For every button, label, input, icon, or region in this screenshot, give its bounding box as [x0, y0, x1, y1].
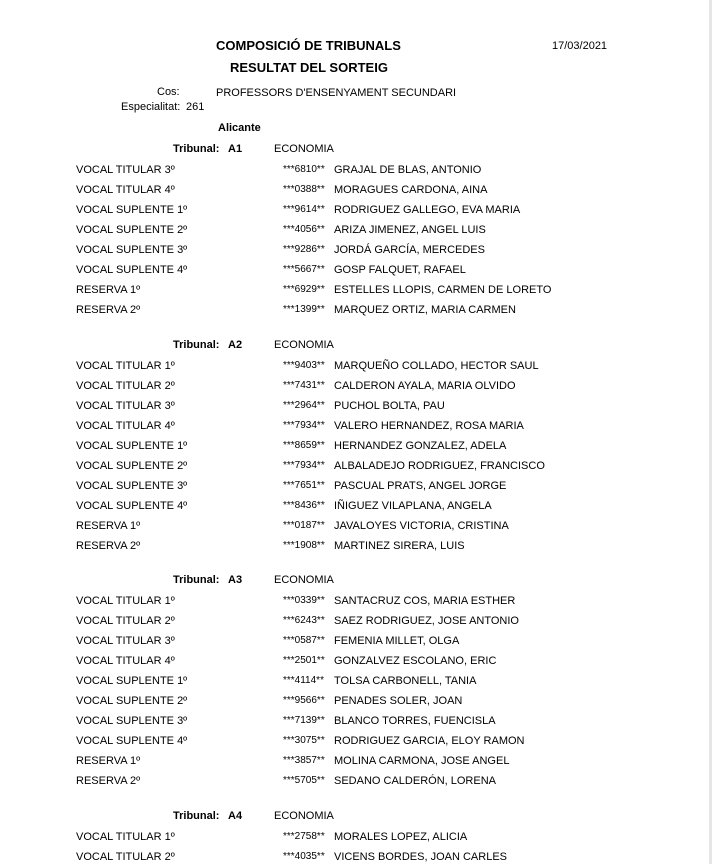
member-role: RESERVA 1º — [76, 284, 141, 296]
member-name: TOLSA CARBONELL, TANIA — [334, 675, 477, 687]
member-id: ***2758** — [283, 831, 325, 842]
member-role: VOCAL TITULAR 3º — [76, 400, 175, 412]
member-role: VOCAL TITULAR 4º — [76, 655, 175, 667]
member-role: VOCAL SUPLENTE 1º — [76, 440, 188, 452]
member-name: RODRIGUEZ GALLEGO, EVA MARIA — [334, 204, 521, 216]
member-name: SEDANO CALDERÓN, LORENA — [334, 775, 496, 787]
member-name: PASCUAL PRATS, ANGEL JORGE — [334, 480, 507, 492]
tribunal-code: A4 — [228, 810, 243, 822]
tribunal-code: A3 — [228, 574, 243, 586]
member-name: MORAGUES CARDONA, AINA — [334, 184, 488, 196]
member-id: ***6810** — [283, 164, 325, 175]
member-role: VOCAL TITULAR 3º — [76, 164, 175, 176]
tribunal-subject: ECONOMIA — [274, 810, 334, 822]
member-id: ***6243** — [283, 615, 325, 626]
tribunal-code: A2 — [228, 339, 243, 351]
tribunal-label: Tribunal: — [173, 810, 220, 822]
member-role: VOCAL TITULAR 1º — [76, 595, 175, 607]
member-id: ***9614** — [283, 204, 325, 215]
member-role: VOCAL SUPLENTE 1º — [76, 204, 188, 216]
member-id: ***4114** — [283, 675, 324, 686]
member-id: ***5667** — [283, 264, 325, 275]
member-name: PUCHOL BOLTA, PAU — [334, 400, 445, 412]
tribunal-subject: ECONOMIA — [274, 574, 334, 586]
member-id: ***8436** — [283, 500, 325, 511]
member-role: VOCAL TITULAR 2º — [76, 615, 175, 627]
member-id: ***7651** — [283, 480, 325, 491]
tribunal-label: Tribunal: — [173, 143, 220, 155]
member-name: VALERO HERNANDEZ, ROSA MARIA — [334, 420, 524, 432]
member-name: JORDÁ GARCÍA, MERCEDES — [334, 244, 485, 256]
document-date: 17/03/2021 — [552, 40, 608, 52]
member-id: ***2964** — [283, 400, 325, 411]
member-name: RODRIGUEZ GARCIA, ELOY RAMON — [334, 735, 525, 747]
member-role: VOCAL SUPLENTE 3º — [76, 715, 188, 727]
member-role: VOCAL SUPLENTE 3º — [76, 480, 188, 492]
member-id: ***7431** — [283, 380, 325, 391]
member-role: VOCAL TITULAR 4º — [76, 420, 175, 432]
member-role: VOCAL SUPLENTE 2º — [76, 224, 188, 236]
member-id: ***0339** — [283, 595, 325, 606]
member-name: ALBALADEJO RODRIGUEZ, FRANCISCO — [334, 460, 545, 472]
document-title: COMPOSICIÓ DE TRIBUNALS — [216, 38, 401, 53]
member-id: ***9286** — [283, 244, 325, 255]
member-role: VOCAL TITULAR 1º — [76, 360, 175, 372]
tribunal-label: Tribunal: — [173, 574, 220, 586]
member-name: IÑIGUEZ VILAPLANA, ANGELA — [334, 500, 492, 512]
member-role: VOCAL TITULAR 1º — [76, 831, 175, 843]
member-id: ***3075** — [283, 735, 325, 746]
member-id: ***3857** — [283, 755, 325, 766]
tribunal-label: Tribunal: — [173, 339, 220, 351]
especialitat-label: Especialitat: — [121, 101, 181, 113]
member-id: ***1399** — [283, 304, 325, 315]
member-name: SANTACRUZ COS, MARIA ESTHER — [334, 595, 516, 607]
member-role: VOCAL SUPLENTE 2º — [76, 695, 188, 707]
member-name: MORALES LOPEZ, ALICIA — [334, 831, 468, 843]
tribunal-code: A1 — [228, 143, 243, 155]
member-id: ***8659** — [283, 440, 325, 451]
cos-value: PROFESSORS D'ENSENYAMENT SECUNDARI — [216, 87, 457, 99]
member-role: RESERVA 1º — [76, 520, 141, 532]
member-id: ***0587** — [283, 635, 325, 646]
member-role: RESERVA 2º — [76, 304, 141, 316]
member-id: ***4035** — [283, 851, 325, 862]
tribunal-subject: ECONOMIA — [274, 339, 334, 351]
document-subtitle: RESULTAT DEL SORTEIG — [230, 60, 388, 75]
member-role: VOCAL TITULAR 2º — [76, 851, 175, 863]
tribunal-subject: ECONOMIA — [274, 143, 334, 155]
member-role: RESERVA 2º — [76, 775, 141, 787]
member-name: ESTELLES LLOPIS, CARMEN DE LORETO — [334, 284, 552, 296]
member-name: GRAJAL DE BLAS, ANTONIO — [334, 164, 482, 176]
member-id: ***5705** — [283, 775, 325, 786]
member-id: ***4056** — [283, 224, 325, 235]
member-id: ***7934** — [283, 420, 325, 431]
member-role: VOCAL SUPLENTE 2º — [76, 460, 188, 472]
member-name: VICENS BORDES, JOAN CARLES — [334, 851, 507, 863]
member-role: VOCAL TITULAR 3º — [76, 635, 175, 647]
member-name: CALDERON AYALA, MARIA OLVIDO — [334, 380, 516, 392]
member-id: ***7139** — [283, 715, 325, 726]
member-role: VOCAL SUPLENTE 4º — [76, 500, 188, 512]
member-id: ***0187** — [283, 520, 325, 531]
member-role: VOCAL TITULAR 2º — [76, 380, 175, 392]
member-id: ***1908** — [283, 540, 325, 551]
member-name: MARQUEÑO COLLADO, HECTOR SAUL — [334, 360, 539, 372]
location-label: Alicante — [218, 122, 261, 134]
member-id: ***6929** — [283, 284, 325, 295]
member-name: ARIZA JIMENEZ, ANGEL LUIS — [334, 224, 486, 236]
member-name: HERNANDEZ GONZALEZ, ADELA — [334, 440, 507, 452]
member-name: PENADES SOLER, JOAN — [334, 695, 463, 707]
member-role: VOCAL SUPLENTE 4º — [76, 735, 188, 747]
member-id: ***9403** — [283, 360, 325, 371]
member-name: FEMENIA MILLET, OLGA — [334, 635, 460, 647]
member-name: GONZALVEZ ESCOLANO, ERIC — [334, 655, 497, 667]
member-name: JAVALOYES VICTORIA, CRISTINA — [334, 520, 509, 532]
member-role: VOCAL SUPLENTE 4º — [76, 264, 188, 276]
member-role: VOCAL SUPLENTE 1º — [76, 675, 188, 687]
member-name: MARTINEZ SIRERA, LUIS — [334, 540, 465, 552]
member-role: VOCAL TITULAR 4º — [76, 184, 175, 196]
member-role: RESERVA 1º — [76, 755, 141, 767]
member-role: VOCAL SUPLENTE 3º — [76, 244, 188, 256]
especialitat-value: 261 — [186, 101, 205, 113]
member-id: ***9566** — [283, 695, 325, 706]
member-name: BLANCO TORRES, FUENCISLA — [334, 715, 496, 727]
member-id: ***0388** — [283, 184, 325, 195]
cos-label: Cos: — [157, 86, 180, 98]
member-id: ***7934** — [283, 460, 325, 471]
member-id: ***2501** — [283, 655, 325, 666]
member-name: GOSP FALQUET, RAFAEL — [334, 264, 466, 276]
member-name: MARQUEZ ORTIZ, MARIA CARMEN — [334, 304, 516, 316]
member-name: MOLINA CARMONA, JOSE ANGEL — [334, 755, 510, 767]
member-name: SAEZ RODRIGUEZ, JOSE ANTONIO — [334, 615, 519, 627]
member-role: RESERVA 2º — [76, 540, 141, 552]
